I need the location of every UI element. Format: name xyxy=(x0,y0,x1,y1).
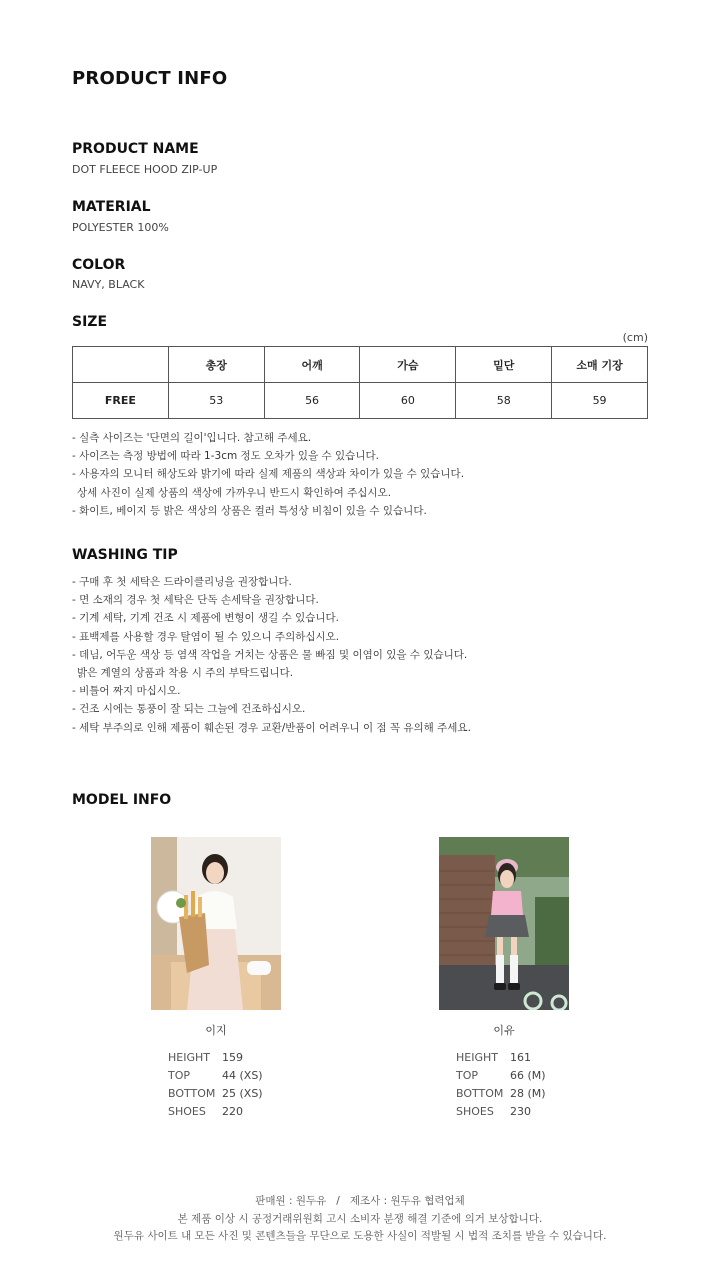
size-header-cell: 어깨 xyxy=(264,347,360,383)
model-stats-2 xyxy=(456,1049,546,1121)
stat-row-bottom xyxy=(456,1085,546,1103)
product-name-value: DOT FLEECE HOOD ZIP-UP xyxy=(72,163,218,176)
stat-label: HEIGHT xyxy=(456,1051,498,1064)
washing-notes xyxy=(72,573,471,737)
note-line: - 구매 후 첫 세탁은 드라이클리닝을 권장합니다. xyxy=(72,576,292,588)
size-table-header-row xyxy=(73,347,648,383)
size-cell: 53 xyxy=(168,383,264,419)
note-line: - 데님, 어두운 색상 등 염색 작업을 거치는 상품은 물 빠짐 및 이염이 있을 수 있습니다. xyxy=(72,648,468,661)
footer-copyright: 원두유 사이트 내 모든 사진 및 콘텐츠들을 무단으로 도용한 사실이 적발될 시 법적 조치를 받을 수 있습니다. xyxy=(113,1230,607,1242)
size-table xyxy=(72,346,648,419)
washing-heading: WASHING TIP xyxy=(72,547,178,563)
size-cell: 59 xyxy=(552,383,648,419)
footer xyxy=(0,1193,720,1246)
stat-label: BOTTOM xyxy=(456,1087,504,1100)
note-line: - 건조 시에는 통풍이 잘 되는 그늘에 건조하십시오. xyxy=(72,703,306,716)
footer-guarantee: 본 제품 이상 시 공정거래위원회 고시 소비자 분쟁 해결 기준에 의거 보상합니다. xyxy=(177,1212,543,1225)
product-name-heading: PRODUCT NAME xyxy=(72,141,199,157)
size-heading: SIZE xyxy=(72,314,108,330)
size-header-cell xyxy=(73,347,169,383)
size-cell: 56 xyxy=(264,383,360,419)
stat-label: TOP xyxy=(168,1069,191,1082)
stat-row-top xyxy=(456,1067,546,1085)
size-cell: 60 xyxy=(360,383,456,419)
model-stats-1 xyxy=(168,1049,263,1121)
size-header-cell: 소매 기장 xyxy=(552,347,648,383)
model-photo-1-image xyxy=(151,837,281,1010)
stat-row-top xyxy=(168,1067,263,1085)
stat-value: 66 (M) xyxy=(510,1069,546,1082)
stat-value: 159 xyxy=(222,1051,243,1064)
stat-value: 44 (XS) xyxy=(222,1069,263,1082)
model-info-heading: MODEL INFO xyxy=(72,792,172,808)
stat-value: 25 (XS) xyxy=(222,1087,263,1100)
stat-label: HEIGHT xyxy=(168,1051,210,1064)
stat-label: TOP xyxy=(456,1069,479,1082)
model-photo-2 xyxy=(439,837,569,1010)
note-line: - 사이즈는 측정 방법에 따라 1-3cm 정도 오차가 있을 수 있습니다. xyxy=(72,450,379,463)
stat-row-bottom xyxy=(168,1085,263,1103)
model-name-2: 이유 xyxy=(493,1024,515,1037)
note-line: - 세탁 부주의로 인해 제품이 훼손된 경우 교환/반품이 어려우니 이 점 꼭 유의해 주세요. xyxy=(72,721,471,734)
model-photo-2-image xyxy=(439,837,569,1010)
stat-row-height xyxy=(456,1049,546,1067)
size-cell-label: FREE xyxy=(73,383,169,419)
stat-row-shoes xyxy=(456,1103,546,1121)
size-header-cell: 밑단 xyxy=(456,347,552,383)
stat-value: 230 xyxy=(510,1105,531,1118)
note-line: 상세 사진이 실제 상품의 색상에 가까우니 반드시 확인하여 주십시오. xyxy=(77,486,392,499)
page-title: PRODUCT INFO xyxy=(72,68,228,89)
size-cell: 58 xyxy=(456,383,552,419)
note-line: - 기계 세탁, 기계 건조 시 제품에 변형이 생길 수 있습니다. xyxy=(72,612,339,625)
size-notes xyxy=(72,429,464,520)
stat-value: 161 xyxy=(510,1051,531,1064)
stat-value: 28 (M) xyxy=(510,1087,546,1100)
note-line: - 화이트, 베이지 등 밝은 색상의 상품은 컬러 특성상 비침이 있을 수 있습니다. xyxy=(72,504,427,517)
size-table-row xyxy=(73,383,648,419)
stat-value: 220 xyxy=(222,1105,243,1118)
stat-row-height xyxy=(168,1049,263,1067)
size-header-cell: 가슴 xyxy=(360,347,456,383)
size-header-cell: 총장 xyxy=(168,347,264,383)
color-value: NAVY, BLACK xyxy=(72,278,145,291)
footer-seller: 판매원 : 원두유 / 제조사 : 원두유 협력업체 xyxy=(255,1195,465,1207)
material-heading: MATERIAL xyxy=(72,199,151,215)
note-line: - 면 소재의 경우 첫 세탁은 단독 손세탁을 권장합니다. xyxy=(72,594,319,607)
note-line: - 실측 사이즈는 '단면의 길이'입니다. 참고해 주세요. xyxy=(72,432,312,444)
note-line: - 표백제를 사용할 경우 탈염이 될 수 있으니 주의하십시오. xyxy=(72,630,340,643)
model-photo-1 xyxy=(151,837,281,1010)
stat-label: BOTTOM xyxy=(168,1087,216,1100)
note-line: - 사용자의 모니터 해상도와 밝기에 따라 실제 제품의 색상과 차이가 있을 수 있습니다. xyxy=(72,468,465,481)
size-unit: (cm) xyxy=(622,331,648,344)
note-line: 밝은 계열의 상품과 착용 시 주의 부탁드립니다. xyxy=(77,667,294,680)
stat-row-shoes xyxy=(168,1103,263,1121)
stat-label: SHOES xyxy=(456,1105,494,1118)
material-value: POLYESTER 100% xyxy=(72,221,169,234)
color-heading: COLOR xyxy=(72,257,126,273)
model-name-1: 이지 xyxy=(205,1024,227,1037)
stat-label: SHOES xyxy=(168,1105,206,1118)
note-line: - 비틀어 짜지 마십시오. xyxy=(72,685,181,698)
